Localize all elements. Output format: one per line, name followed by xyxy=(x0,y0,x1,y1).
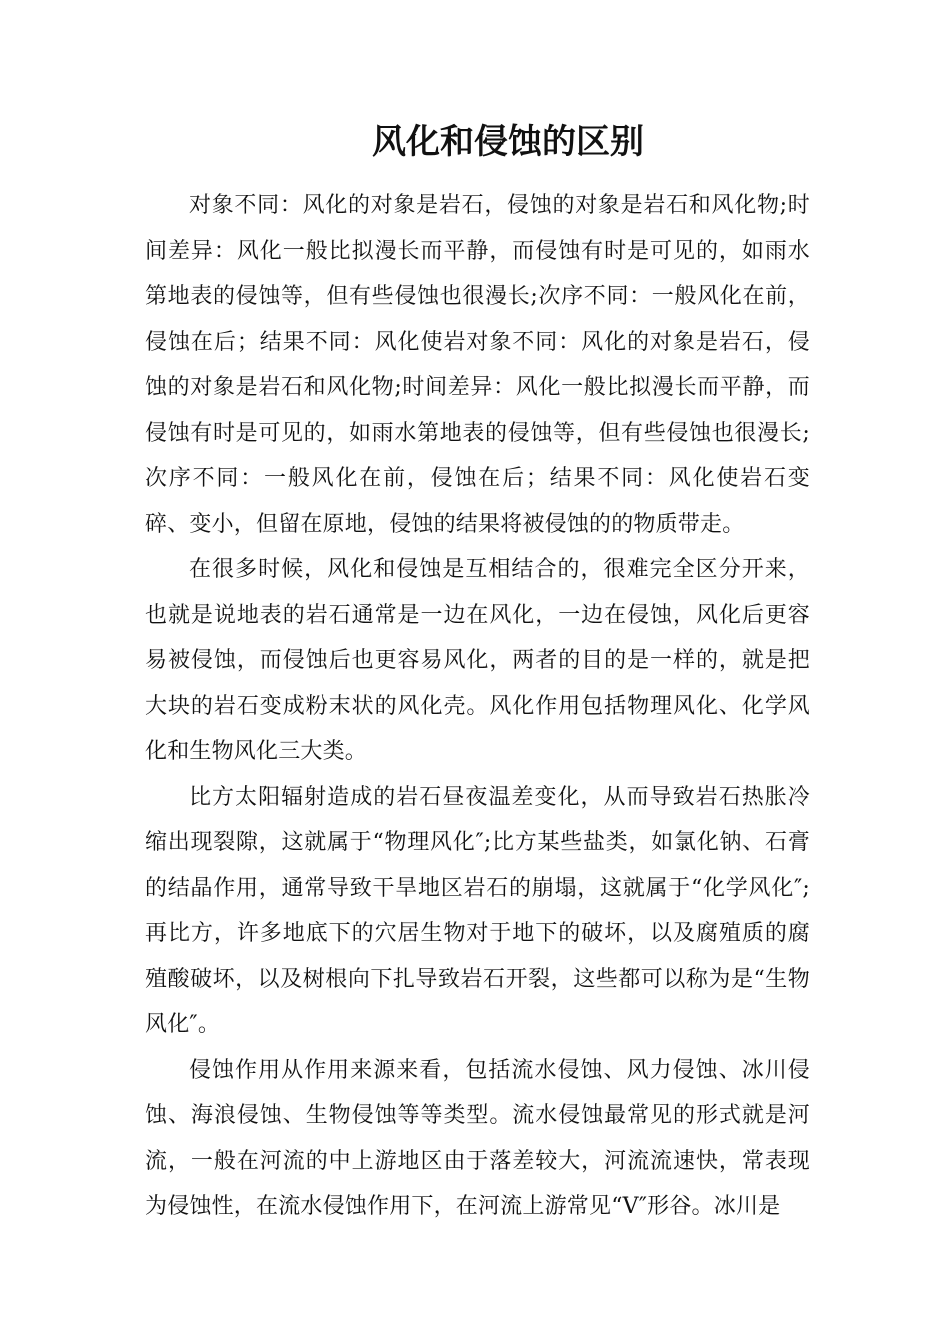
document-title: 风化和侵蚀的区别 xyxy=(372,122,644,162)
paragraph-4: 侵蚀作用从作用来源来看，包括流水侵蚀、风力侵蚀、冰川侵蚀、海浪侵蚀、生物侵蚀等等类型。流水侵蚀最常见的形式就是河流，一般在河流的中上游地区由于落差较大，河流流速快，常表现为侵蚀性，在流水侵蚀作用下，在河流上游常见“V″形谷。冰川是 xyxy=(145,1057,810,1219)
paragraph-3: 比方太阳辐射造成的岩石昼夜温差变化，从而导致岩石热胀冷缩出现裂隙，这就属于“物理风化″;比方某些盐类，如氯化钠、石膏的结晶作用，通常导致干旱地区岩石的崩塌，这就属于“化学风化″;再比方，许多地底下的穴居生物对于地下的破坏，以及腐殖质的腐殖酸破坏，以及树根向下扎导致岩石开裂，这些都可以称为是“生物风化″。 xyxy=(145,784,810,1037)
paragraph-1: 对象不同：风化的对象是岩石，侵蚀的对象是岩石和风化物;时间差异：风化一般比拟漫长而平静，而侵蚀有时是可见的，如雨水第地表的侵蚀等，但有些侵蚀也很漫长;次序不同：一般风化在前，侵蚀在后；结果不同：风化使岩对象不同：风化的对象是岩石，侵蚀的对象是岩石和风化物;时间差异：风化一般比拟漫长而平静，而侵蚀有时是可见的，如雨水第地表的侵蚀等，但有些侵蚀也很漫长;次序不同：一般风化在前，侵蚀在后；结果不同：风化使岩石变碎、变小，但留在原地，侵蚀的结果将被侵蚀的的物质带走。 xyxy=(145,193,810,537)
paragraph-2: 在很多时候，风化和侵蚀是互相结合的，很难完全区分开来，也就是说地表的岩石通常是一边在风化，一边在侵蚀，风化后更容易被侵蚀，而侵蚀后也更容易风化，两者的目的是一样的，就是把大块的岩石变成粉末状的风化壳。风化作用包括物理风化、化学风化和生物风化三大类。 xyxy=(145,557,810,764)
document-body xyxy=(145,183,810,1230)
